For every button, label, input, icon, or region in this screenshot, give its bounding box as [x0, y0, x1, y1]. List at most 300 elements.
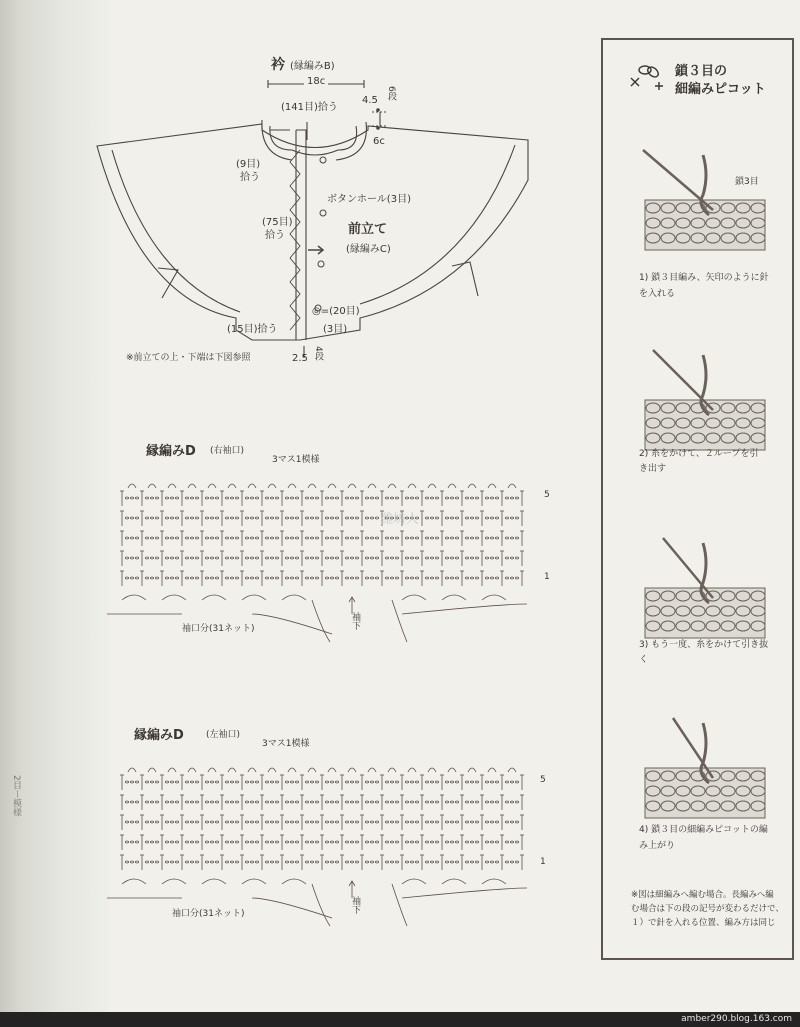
- chain-stitch-mark: [125, 781, 128, 783]
- chain-stitch-mark: [230, 841, 233, 843]
- step-3-illustration: [645, 538, 765, 638]
- collar-dim-4-5: 4.5: [362, 95, 378, 106]
- chain-stitch-mark: [515, 861, 518, 863]
- chain-stitch-mark: [175, 821, 178, 823]
- chain-stitch-mark: [345, 801, 348, 803]
- chain-stitch-mark: [155, 821, 158, 823]
- chain-stitch-mark: [285, 801, 288, 803]
- chain-stitch-mark: [375, 821, 378, 823]
- chain-stitch-mark: [450, 821, 453, 823]
- chain-stitch-mark: [190, 821, 193, 823]
- chain-stitch-mark: [170, 801, 173, 803]
- buttonhole-label: ボタンホール(3目): [327, 194, 411, 205]
- chain3-inset-label: 鎖3目: [735, 177, 759, 187]
- chain-stitch-mark: [455, 781, 458, 783]
- chain-stitch-mark: [130, 781, 133, 783]
- chain-stitch-mark: [155, 861, 158, 863]
- chain-stitch-mark: [505, 801, 508, 803]
- chain-stitch-mark: [215, 781, 218, 783]
- chain-stitch-mark: [470, 841, 473, 843]
- chain-stitch-mark: [465, 821, 468, 823]
- chain-stitch-mark: [185, 861, 188, 863]
- collar-pickup-141: (141目)拾う: [281, 102, 338, 113]
- collar-width-dim: 18c: [304, 76, 328, 87]
- chain-stitch-mark: [325, 801, 328, 803]
- chain-stitch-mark: [185, 821, 188, 823]
- chain-stitch-mark: [230, 801, 233, 803]
- foundation-chain-arc: [442, 879, 466, 884]
- chain-stitch-mark: [385, 801, 388, 803]
- chain-stitch-mark: [405, 821, 408, 823]
- chain-stitch-mark: [485, 861, 488, 863]
- picot-mark: [348, 768, 356, 772]
- picot-mark: [188, 768, 196, 772]
- chain-stitch-mark: [270, 821, 273, 823]
- edging-left-row1: 1: [540, 857, 546, 867]
- chain-stitch-mark: [410, 801, 413, 803]
- picot-mark: [228, 768, 236, 772]
- foundation-chain-arc: [482, 879, 506, 884]
- picot-mark: [488, 768, 496, 772]
- chain-stitch-mark: [495, 801, 498, 803]
- panel-note-1: ※図は細編みへ編む場合。長編みへ編: [631, 890, 774, 900]
- chain-stitch-mark: [245, 801, 248, 803]
- chain-stitch-mark: [450, 781, 453, 783]
- chain-stitch-mark: [225, 841, 228, 843]
- chain-stitch-mark: [255, 821, 258, 823]
- chain-stitch-mark: [195, 821, 198, 823]
- chain-stitch-mark: [130, 841, 133, 843]
- chain-stitch-mark: [345, 861, 348, 863]
- chain-stitch-mark: [285, 861, 288, 863]
- chain-stitch-mark: [135, 781, 138, 783]
- chain-stitch-mark: [225, 861, 228, 863]
- chain-stitch-mark: [295, 781, 298, 783]
- chain-stitch-mark: [385, 861, 388, 863]
- edging-right-subtitle: (右袖口): [210, 446, 245, 456]
- chain-stitch-mark: [505, 861, 508, 863]
- chain-stitch-mark: [325, 821, 328, 823]
- chain-stitch-mark: [195, 801, 198, 803]
- chain-stitch-mark: [390, 821, 393, 823]
- chain-stitch-mark: [275, 821, 278, 823]
- chain-stitch-mark: [285, 821, 288, 823]
- step-4-illustration: [645, 718, 765, 818]
- chain-stitch-mark: [455, 801, 458, 803]
- pickup-15-label: (15目)拾う: [227, 324, 278, 335]
- chain-stitch-mark: [405, 801, 408, 803]
- panel-title-1: 鎖３目の: [675, 64, 728, 79]
- chain-stitch-mark: [195, 841, 198, 843]
- chain-stitch-mark: [235, 781, 238, 783]
- picot-mark: [148, 768, 156, 772]
- chain-stitch-mark: [385, 841, 388, 843]
- chain-stitch-mark: [270, 841, 273, 843]
- chain-stitch-mark: [305, 841, 308, 843]
- chain-stitch-mark: [290, 841, 293, 843]
- picot-mark: [328, 768, 336, 772]
- chain-stitch-mark: [485, 821, 488, 823]
- chain-stitch-mark: [230, 781, 233, 783]
- chain-stitch-mark: [410, 821, 413, 823]
- chain-stitch-mark: [135, 841, 138, 843]
- chain-stitch-mark: [505, 781, 508, 783]
- chain-stitch-mark: [295, 821, 298, 823]
- pickup-75-count: (75目): [262, 217, 293, 228]
- chain-stitch-mark: [325, 841, 328, 843]
- chain-stitch-mark: [255, 801, 258, 803]
- chain-stitch-mark: [485, 841, 488, 843]
- chain-stitch-mark: [185, 781, 188, 783]
- step-4-line1: 4) 鎖３目の細編みピコットの編: [639, 825, 768, 835]
- chain-stitch-mark: [150, 821, 153, 823]
- front-band-note: ※前立ての上・下端は下図参照: [126, 353, 251, 363]
- chain-stitch-mark: [365, 841, 368, 843]
- foundation-chain-arc: [402, 879, 426, 884]
- chain-stitch-mark: [450, 861, 453, 863]
- chain-stitch-mark: [145, 821, 148, 823]
- chain-stitch-mark: [315, 801, 318, 803]
- chain-stitch-mark: [310, 801, 313, 803]
- foundation-chain-arc: [282, 879, 306, 884]
- chain-stitch-mark: [370, 781, 373, 783]
- chain-stitch-mark: [390, 801, 393, 803]
- chain-stitch-mark: [435, 801, 438, 803]
- chain-stitch-mark: [230, 861, 233, 863]
- chain-stitch-mark: [415, 781, 418, 783]
- chain-stitch-mark: [395, 801, 398, 803]
- edging-right-row1: 1: [544, 572, 550, 582]
- chain-stitch-mark: [290, 801, 293, 803]
- chain-stitch-mark: [370, 861, 373, 863]
- chain-stitch-mark: [470, 861, 473, 863]
- chain-stitch-mark: [510, 861, 513, 863]
- chain-stitch-mark: [265, 801, 268, 803]
- chain-stitch-mark: [445, 861, 448, 863]
- chain-stitch-mark: [330, 841, 333, 843]
- chain-stitch-mark: [245, 821, 248, 823]
- chain-stitch-mark: [195, 781, 198, 783]
- chain-stitch-mark: [505, 841, 508, 843]
- chain-stitch-mark: [265, 841, 268, 843]
- picot-mark: [388, 768, 396, 772]
- pickup-9-count: (9目): [236, 159, 261, 170]
- chain-stitch-mark: [335, 781, 338, 783]
- pickup-75-label: 拾う: [265, 230, 285, 241]
- chain-stitch-mark: [265, 821, 268, 823]
- chain-stitch-mark: [445, 781, 448, 783]
- side-margin-label: 2目ー模様: [11, 775, 21, 817]
- chain-stitch-mark: [190, 801, 193, 803]
- edging-right-sleeve-under: 袖下: [350, 612, 360, 630]
- chain-stitch-mark: [190, 861, 193, 863]
- chain-stitch-mark: [435, 781, 438, 783]
- chain-stitch-mark: [275, 861, 278, 863]
- step-3-line1: 3) もう一度、糸をかけて引き抜: [639, 640, 769, 650]
- picot-mark: [448, 768, 456, 772]
- chain-stitch-mark: [355, 861, 358, 863]
- chain-stitch-mark: [165, 861, 168, 863]
- chain-stitch-mark: [350, 861, 353, 863]
- chain-stitch-mark: [515, 801, 518, 803]
- foundation-chain-arc: [122, 879, 146, 884]
- chain-stitch-mark: [150, 861, 153, 863]
- chain-stitch-mark: [510, 841, 513, 843]
- chain-stitch-mark: [250, 781, 253, 783]
- chain-stitch-mark: [225, 801, 228, 803]
- edging-left-row5: 5: [540, 775, 546, 785]
- chain-stitch-mark: [210, 781, 213, 783]
- chain-stitch-mark: [135, 821, 138, 823]
- chain-stitch-mark: [155, 841, 158, 843]
- chain-stitch-mark: [175, 801, 178, 803]
- chain-stitch-mark: [145, 781, 148, 783]
- chain-stitch-mark: [455, 841, 458, 843]
- chain-stitch-mark: [515, 821, 518, 823]
- chain-stitch-mark: [295, 801, 298, 803]
- chain-stitch-mark: [490, 801, 493, 803]
- chain-stitch-mark: [375, 781, 378, 783]
- chain-stitch-mark: [430, 841, 433, 843]
- chain-stitch-mark: [210, 821, 213, 823]
- chain-stitch-mark: [265, 781, 268, 783]
- chain-stitch-mark: [125, 821, 128, 823]
- chain-stitch-mark: [335, 801, 338, 803]
- chain-stitch-mark: [270, 861, 273, 863]
- chain-stitch-mark: [210, 841, 213, 843]
- chain-stitch-mark: [390, 841, 393, 843]
- chain-stitch-mark: [305, 781, 308, 783]
- chain-stitch-mark: [210, 861, 213, 863]
- chain-stitch-mark: [465, 861, 468, 863]
- edging-symbol-grid: [107, 768, 527, 926]
- chain-stitch-mark: [295, 861, 298, 863]
- chain-stitch-mark: [515, 781, 518, 783]
- chain-stitch-mark: [270, 801, 273, 803]
- chain-stitch-mark: [465, 801, 468, 803]
- chain-stitch-mark: [270, 781, 273, 783]
- chain-stitch-mark: [335, 821, 338, 823]
- chain-stitch-mark: [445, 801, 448, 803]
- chain-stitch-mark: [245, 781, 248, 783]
- chain-stitch-mark: [145, 801, 148, 803]
- chain-stitch-mark: [235, 801, 238, 803]
- chain-stitch-mark: [235, 841, 238, 843]
- chain-stitch-mark: [175, 861, 178, 863]
- foundation-chain-arc: [242, 879, 266, 884]
- chain-stitch-mark: [305, 861, 308, 863]
- chain-stitch-mark: [325, 781, 328, 783]
- chain-stitch-mark: [285, 781, 288, 783]
- chain-stitch-mark: [275, 801, 278, 803]
- chain-stitch-mark: [170, 781, 173, 783]
- chain-stitch-mark: [475, 861, 478, 863]
- chain-stitch-mark: [395, 821, 398, 823]
- chain-stitch-mark: [245, 841, 248, 843]
- chain-stitch-mark: [190, 781, 193, 783]
- chain-stitch-mark: [345, 821, 348, 823]
- edging-right-cuff: 袖口分(31ネット): [182, 624, 255, 634]
- chain-stitch-mark: [515, 841, 518, 843]
- footer-bar: [0, 1012, 800, 1027]
- chain-stitch-mark: [450, 841, 453, 843]
- edging-right-row5: 5: [544, 490, 550, 500]
- chain-stitch-mark: [235, 821, 238, 823]
- foundation-chain-arc: [202, 879, 226, 884]
- chain-stitch-mark: [410, 841, 413, 843]
- pickup-9-label: 拾う: [240, 172, 260, 183]
- chain-stitch-mark: [125, 861, 128, 863]
- chain-stitch-mark: [170, 841, 173, 843]
- chain-stitch-mark: [410, 781, 413, 783]
- chain-stitch-mark: [170, 821, 173, 823]
- chain-stitch-mark: [275, 781, 278, 783]
- chain-stitch-mark: [310, 861, 313, 863]
- chain-stitch-mark: [305, 821, 308, 823]
- picot-mark: [208, 768, 216, 772]
- foundation-chain-arc: [162, 879, 186, 884]
- chain-stitch-mark: [510, 801, 513, 803]
- chain-stitch-mark: [250, 861, 253, 863]
- panel-note-3: １）で針を入れる位置、編み方は同じ: [631, 918, 776, 928]
- chain-stitch-mark: [165, 801, 168, 803]
- chain-stitch-mark: [255, 861, 258, 863]
- edging-left-subtitle: (左袖口): [206, 730, 241, 740]
- chain-stitch-mark: [470, 801, 473, 803]
- chain-stitch-mark: [355, 841, 358, 843]
- chain-stitch-mark: [470, 821, 473, 823]
- chain-stitch-mark: [315, 821, 318, 823]
- edging-right-title: 縁編みD: [146, 444, 196, 459]
- band-dim-2-5: 2.5: [292, 353, 308, 364]
- chain-stitch-mark: [475, 781, 478, 783]
- chain-stitch-mark: [175, 841, 178, 843]
- chain-stitch-mark: [475, 801, 478, 803]
- panel-note-2: む場合は下の段の記号が変わるだけで、: [631, 904, 784, 914]
- chain-stitch-mark: [490, 821, 493, 823]
- chain-stitch-mark: [425, 841, 428, 843]
- picot-mark: [248, 768, 256, 772]
- chain-stitch-mark: [375, 801, 378, 803]
- chain-stitch-mark: [425, 861, 428, 863]
- chain-stitch-mark: [365, 781, 368, 783]
- chain-stitch-mark: [405, 781, 408, 783]
- chain-stitch-mark: [475, 821, 478, 823]
- picot-mark: [268, 768, 276, 772]
- step-3-line2: く: [639, 655, 649, 665]
- chain-stitch-mark: [495, 821, 498, 823]
- chain-stitch-mark: [415, 821, 418, 823]
- chain-stitch-mark: [205, 841, 208, 843]
- chain-stitch-mark: [185, 841, 188, 843]
- chain-stitch-mark: [175, 781, 178, 783]
- chain-stitch-mark: [150, 781, 153, 783]
- chain-stitch-mark: [410, 861, 413, 863]
- chain-stitch-mark: [395, 841, 398, 843]
- chain-stitch-mark: [425, 801, 428, 803]
- chain-stitch-mark: [365, 801, 368, 803]
- chain-stitch-mark: [415, 861, 418, 863]
- chain-stitch-mark: [205, 821, 208, 823]
- chain-stitch-mark: [335, 861, 338, 863]
- edging-left-sleeve-under: 袖下: [350, 896, 360, 914]
- chain-stitch-mark: [255, 781, 258, 783]
- step-1-illustration: [643, 150, 765, 250]
- chain-stitch-mark: [365, 861, 368, 863]
- chain-stitch-mark: [225, 781, 228, 783]
- picot-mark: [508, 768, 516, 772]
- chain-stitch-mark: [475, 841, 478, 843]
- chain-stitch-mark: [165, 781, 168, 783]
- chain-stitch-mark: [435, 841, 438, 843]
- chain-stitch-mark: [355, 821, 358, 823]
- picot-mark: [288, 768, 296, 772]
- step-2-illustration: [645, 350, 765, 450]
- chain-stitch-mark: [290, 781, 293, 783]
- front-band-subtitle: (縁編みC): [346, 244, 391, 255]
- chain-stitch-mark: [235, 861, 238, 863]
- chain-stitch-mark: [210, 801, 213, 803]
- band-rows-4: 4段: [313, 346, 323, 361]
- chain-stitch-mark: [430, 801, 433, 803]
- chain-stitch-mark: [405, 861, 408, 863]
- chain-stitch-mark: [225, 821, 228, 823]
- chain-stitch-mark: [435, 821, 438, 823]
- chain-stitch-mark: [385, 781, 388, 783]
- chain-stitch-mark: [415, 841, 418, 843]
- collar-subtitle: (縁編みB): [290, 61, 335, 72]
- chain-stitch-mark: [155, 801, 158, 803]
- chain-stitch-mark: [250, 841, 253, 843]
- buttonhole-legend: ◎=(20目): [312, 306, 360, 317]
- chain-stitch-mark: [490, 841, 493, 843]
- chain-stitch-mark: [170, 861, 173, 863]
- chain-stitch-mark: [125, 801, 128, 803]
- picot-instructions-panel: [601, 38, 794, 960]
- chain-stitch-mark: [375, 841, 378, 843]
- edging-right-repeat: 3マス1模様: [272, 455, 320, 465]
- picot-mark: [408, 768, 416, 772]
- edging-left-title: 縁編みD: [134, 728, 184, 743]
- chain-stitch-mark: [455, 821, 458, 823]
- chain-stitch-mark: [365, 821, 368, 823]
- chain-stitch-mark: [125, 841, 128, 843]
- chain-stitch-mark: [285, 841, 288, 843]
- chain-stitch-mark: [430, 861, 433, 863]
- chain-stitch-mark: [510, 781, 513, 783]
- front-band-title: 前立て: [348, 222, 388, 237]
- edging-left-cuff: 袖口分(31ネット): [172, 909, 245, 919]
- chain-stitch-mark: [215, 801, 218, 803]
- chain-stitch-mark: [355, 781, 358, 783]
- chain-stitch-mark: [135, 801, 138, 803]
- chain-stitch-mark: [355, 801, 358, 803]
- chain-stitch-mark: [330, 821, 333, 823]
- collar-rows-6: 6段: [386, 86, 396, 101]
- chain-stitch-mark: [455, 861, 458, 863]
- footer-url: amber290.blog.163.com: [681, 1014, 792, 1024]
- chain-stitch-mark: [405, 841, 408, 843]
- step-1-line1: 1) 鎖３目編み、矢印のように針: [639, 273, 769, 283]
- chain-stitch-mark: [370, 801, 373, 803]
- chain-stitch-mark: [370, 821, 373, 823]
- chain-stitch-mark: [250, 801, 253, 803]
- watermark: 潍坊人: [380, 512, 420, 527]
- picot-mark: [368, 768, 376, 772]
- chain-stitch-mark: [130, 861, 133, 863]
- chain-stitch-mark: [510, 821, 513, 823]
- chain-stitch-mark: [425, 821, 428, 823]
